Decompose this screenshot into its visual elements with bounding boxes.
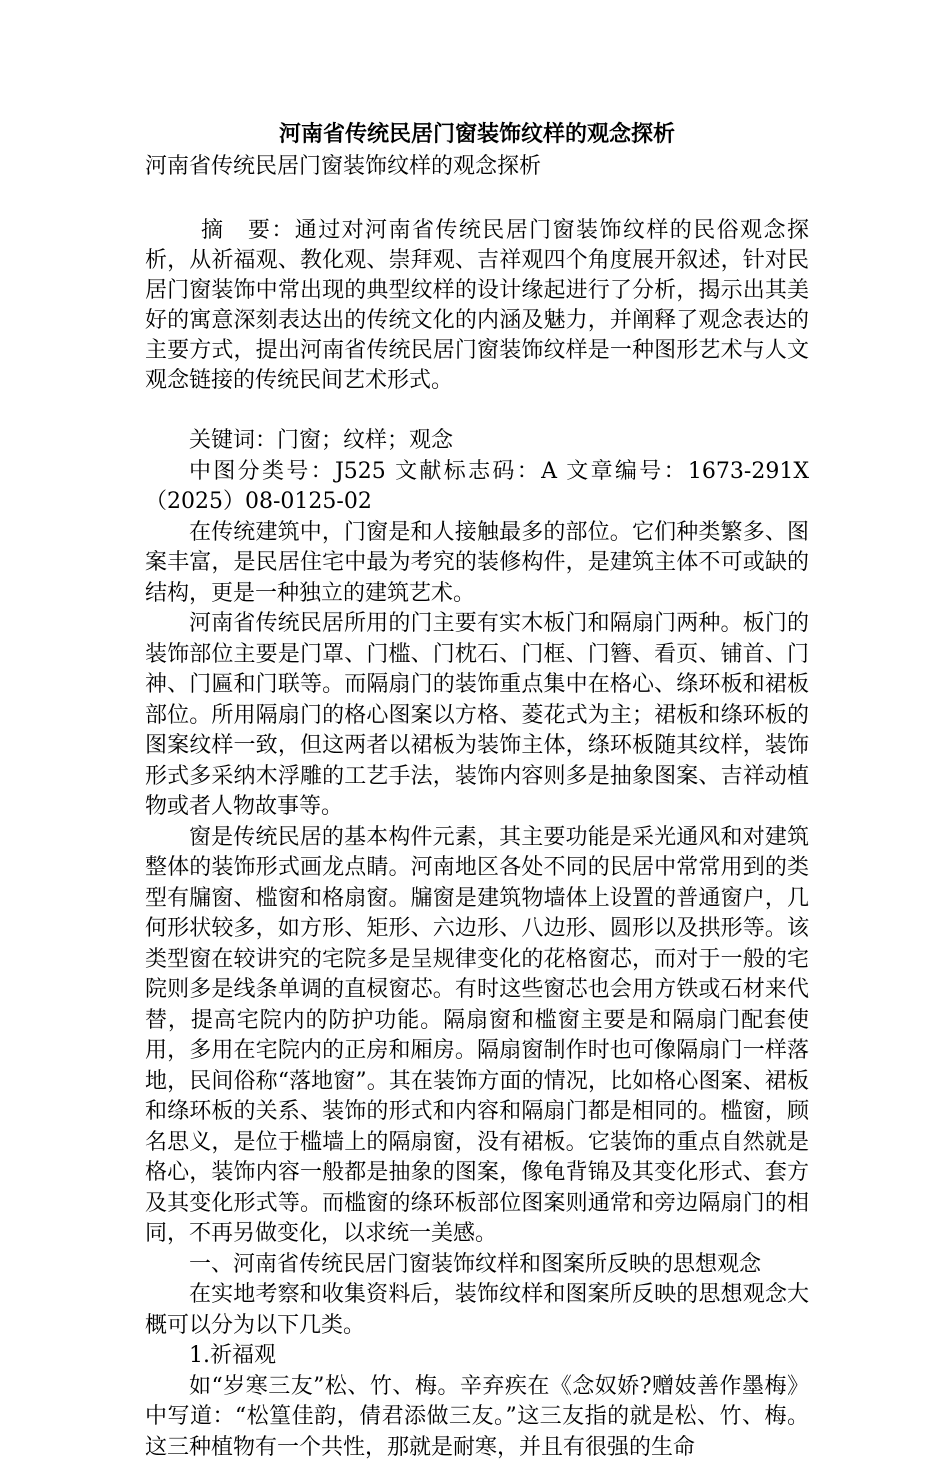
spacer (145, 396, 809, 426)
paragraph: 如“岁寒三友”松、竹、梅。辛弃疾在《念奴娇?赠妓善作墨梅》中写道：“松篁佳韵，倩君添做三友。”这三友指的就是松、竹、梅。这三种植物有一个共性，那就是耐寒，并且有很强的生命 (145, 1372, 809, 1463)
abstract: 摘 要：通过对河南省传统民居门窗装饰纹样的民俗观念探析，从祈福观、教化观、崇拜观、吉祥观四个角度展开叙述，针对民居门窗装饰中常出现的典型纹样的设计缘起进行了分析，揭示出其美好的寓意深刻表达出的传统文化的内涵及魅力，并阐释了观念表达的主要方式，提出河南省传统民居门窗装饰纹样是一种图形艺术与人文观念链接的传统民间艺术形式。 (145, 216, 809, 396)
paragraph: 在传统建筑中，门窗是和人接触最多的部位。它们种类繁多、图案丰富，是民居住宅中最为考究的装修构件，是建筑主体不可或缺的结构，更是一种独立的建筑艺术。 (145, 518, 809, 610)
document-subtitle: 河南省传统民居门窗装饰纹样的观念探析 (145, 152, 809, 182)
document-page (145, 118, 809, 1463)
classification: 中图分类号：J525 文献标志码：A 文章编号：1673-291X（2025）08-0125-02 (145, 457, 809, 518)
paragraph: 在实地考察和收集资料后，装饰纹样和图案所反映的思想观念大概可以分为以下几类。 (145, 1280, 809, 1341)
paragraph: 窗是传统民居的基本构件元素，其主要功能是采光通风和对建筑整体的装饰形式画龙点睛。河南地区各处不同的民居中常常用到的类型有牖窗、槛窗和格扇窗。牖窗是建筑物墙体上设置的普通窗户，几何形状较多，如方形、矩形、六边形、八边形、圆形以及拱形等。该类型窗在较讲究的宅院多是呈规律变化的花格窗芯，而对于一般的宅院则多是线条单调的直棂窗芯。有时这些窗芯也会用方铁或石材来代替，提高宅院内的防护功能。隔扇窗和槛窗主要是和隔扇门配套使用，多用在宅院内的正房和厢房。隔扇窗制作时也可像隔扇门一样落地，民间俗称“落地窗”。其在装饰方面的情况，比如格心图案、裙板和绦环板的关系、装饰的形式和内容和隔扇门都是相同的。槛窗，顾名思义，是位于槛墙上的隔扇窗，没有裙板。它装饰的重点自然就是格心，装饰内容一般都是抽象的图案，像龟背锦及其变化形式、套方及其变化形式等。而槛窗的绦环板部位图案则通常和旁边隔扇门的相同，不再另做变化，以求统一美感。 (145, 823, 809, 1250)
paragraph: 河南省传统民居所用的门主要有实木板门和隔扇门两种。板门的装饰部位主要是门罩、门槛、门枕石、门框、门簪、看页、铺首、门神、门匾和门联等。而隔扇门的装饰重点集中在格心、绦环板和裙板部位。所用隔扇门的格心图案以方格、菱花式为主；裙板和绦环板的图案纹样一致，但这两者以裙板为装饰主体，绦环板随其纹样，装饰形式多采纳木浮雕的工艺手法，装饰内容则多是抽象图案、吉祥动植物或者人物故事等。 (145, 609, 809, 823)
document-title: 河南省传统民居门窗装饰纹样的观念探析 (145, 118, 809, 152)
section-heading: 一、河南省传统民居门窗装饰纹样和图案所反映的思想观念 (145, 1250, 809, 1281)
spacer (145, 182, 809, 216)
keywords: 关键词：门窗；纹样；观念 (145, 426, 809, 457)
subsection-heading: 1.祈福观 (145, 1341, 809, 1372)
